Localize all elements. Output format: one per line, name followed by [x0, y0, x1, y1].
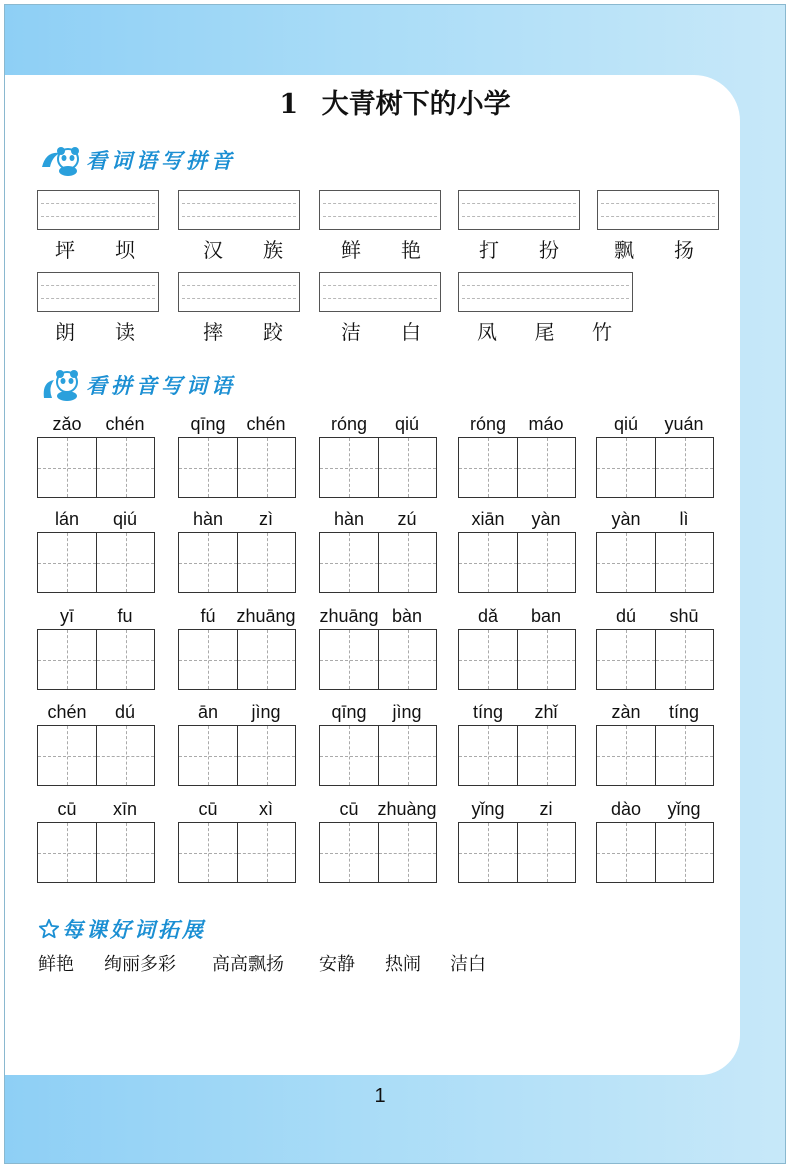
pinyin-answer-box[interactable]	[37, 190, 159, 230]
grid-cell[interactable]	[96, 726, 154, 785]
character-writing-grid[interactable]	[319, 437, 437, 498]
pinyin-answer-box[interactable]	[458, 190, 580, 230]
grid-cell[interactable]	[655, 726, 713, 785]
pinyin-syllable: yàn	[611, 509, 641, 529]
grid-cell[interactable]	[459, 823, 517, 882]
character-writing-grid[interactable]	[319, 725, 437, 786]
pinyin-syllable: cū	[198, 799, 218, 819]
character-writing-grid[interactable]	[596, 437, 714, 498]
grid-cell[interactable]	[655, 533, 713, 592]
character-writing-grid[interactable]	[458, 629, 576, 690]
pinyin-syllable: ban	[530, 606, 562, 626]
pinyin-syllable: zàn	[611, 702, 641, 722]
pinyin-syllable: qiú	[613, 414, 639, 434]
character-writing-grid[interactable]	[37, 725, 155, 786]
grid-cell[interactable]	[96, 438, 154, 497]
pinyin-syllable: shū	[669, 606, 699, 626]
character-writing-grid[interactable]	[178, 437, 296, 498]
character-writing-grid[interactable]	[596, 629, 714, 690]
grid-cell[interactable]	[237, 726, 295, 785]
grid-cell[interactable]	[38, 630, 96, 689]
grid-cell[interactable]	[517, 726, 575, 785]
page-title: 1 大青树下的小学	[279, 89, 511, 120]
word-label: 汉 族	[203, 238, 283, 262]
pinyin-syllable: cū	[57, 799, 77, 819]
pinyin-syllable: yī	[59, 606, 74, 626]
pinyin-syllable: dǎ	[477, 606, 499, 626]
grid-cell[interactable]	[320, 533, 378, 592]
pinyin-syllable: chén	[47, 702, 87, 722]
word-label: 鲜 艳	[341, 238, 421, 262]
pinyin-syllable: zhuāng	[319, 606, 379, 626]
character-writing-grid[interactable]	[596, 822, 714, 883]
character-writing-grid[interactable]	[178, 822, 296, 883]
grid-cell[interactable]	[179, 823, 237, 882]
character-writing-grid[interactable]	[319, 822, 437, 883]
pinyin-syllable: róng	[469, 414, 507, 434]
character-writing-grid[interactable]	[458, 437, 576, 498]
pinyin-syllable: tíng	[668, 702, 700, 722]
pinyin-syllable: zhuàng	[377, 799, 437, 819]
panda-icon	[40, 368, 84, 402]
character-writing-grid[interactable]	[596, 725, 714, 786]
grid-cell[interactable]	[655, 630, 713, 689]
pinyin-syllable: zhǐ	[534, 702, 558, 722]
character-writing-grid[interactable]	[458, 822, 576, 883]
character-writing-grid[interactable]	[458, 725, 576, 786]
word-label: 坪 坝	[55, 238, 135, 262]
grid-cell[interactable]	[517, 823, 575, 882]
character-writing-grid[interactable]	[178, 629, 296, 690]
grid-cell[interactable]	[597, 533, 655, 592]
grid-cell[interactable]	[459, 533, 517, 592]
pinyin-syllable: qiú	[394, 414, 420, 434]
pinyin-syllable: máo	[528, 414, 564, 434]
extension-word: 鲜艳	[38, 954, 74, 975]
character-writing-grid[interactable]	[178, 725, 296, 786]
word-label: 朗 读	[55, 320, 135, 344]
pinyin-syllable: jìng	[392, 702, 422, 722]
grid-cell[interactable]	[517, 438, 575, 497]
pinyin-answer-box[interactable]	[458, 272, 633, 312]
grid-cell[interactable]	[38, 823, 96, 882]
pinyin-syllable: zǎo	[52, 414, 82, 434]
pinyin-answer-box[interactable]	[597, 190, 719, 230]
pinyin-syllable: qīng	[190, 414, 226, 434]
pinyin-syllable: tíng	[472, 702, 504, 722]
extension-word: 热闹	[385, 954, 421, 975]
character-writing-grid[interactable]	[319, 532, 437, 593]
grid-cell[interactable]	[38, 726, 96, 785]
pinyin-syllable: chén	[105, 414, 145, 434]
grid-cell[interactable]	[320, 630, 378, 689]
pinyin-syllable: cū	[339, 799, 359, 819]
character-writing-grid[interactable]	[596, 532, 714, 593]
pinyin-syllable: fú	[200, 606, 216, 626]
pinyin-syllable: zì	[258, 509, 273, 529]
grid-cell[interactable]	[655, 823, 713, 882]
character-writing-grid[interactable]	[37, 822, 155, 883]
grid-cell[interactable]	[378, 726, 436, 785]
word-label: 飘 扬	[614, 238, 694, 262]
page-number: 1	[374, 1085, 386, 1107]
grid-cell[interactable]	[378, 438, 436, 497]
word-label: 凤 尾 竹	[477, 320, 612, 344]
grid-cell[interactable]	[655, 438, 713, 497]
pinyin-answer-box[interactable]	[37, 272, 159, 312]
pinyin-syllable: xīn	[112, 799, 137, 819]
grid-cell[interactable]	[517, 630, 575, 689]
pinyin-syllable: dào	[610, 799, 642, 819]
pinyin-syllable: yǐng	[667, 799, 701, 819]
character-writing-grid[interactable]	[37, 532, 155, 593]
pinyin-syllable: zú	[397, 509, 417, 529]
grid-cell[interactable]	[378, 823, 436, 882]
section-title: 每课好词拓展	[62, 917, 206, 942]
pinyin-syllable: yuán	[664, 414, 704, 434]
grid-cell[interactable]	[237, 533, 295, 592]
grid-cell[interactable]	[179, 726, 237, 785]
pinyin-syllable: lì	[679, 509, 689, 529]
pinyin-answer-box[interactable]	[178, 190, 300, 230]
pinyin-syllable: bàn	[391, 606, 423, 626]
pinyin-answer-box[interactable]	[319, 190, 441, 230]
grid-cell[interactable]	[320, 726, 378, 785]
character-writing-grid[interactable]	[37, 437, 155, 498]
pinyin-syllable: jìng	[251, 702, 281, 722]
grid-cell[interactable]	[96, 823, 154, 882]
pinyin-syllable: chén	[246, 414, 286, 434]
section-title: 看词语写拼音	[86, 148, 236, 173]
grid-cell[interactable]	[459, 438, 517, 497]
extension-word: 高高飘扬	[212, 954, 284, 975]
star-icon	[38, 918, 60, 940]
grid-cell[interactable]	[459, 726, 517, 785]
section-title: 看拼音写词语	[86, 373, 236, 398]
word-label: 摔 跤	[203, 320, 283, 344]
grid-cell[interactable]	[597, 823, 655, 882]
grid-cell[interactable]	[179, 630, 237, 689]
grid-cell[interactable]	[320, 823, 378, 882]
grid-cell[interactable]	[378, 630, 436, 689]
pinyin-syllable: zhuāng	[236, 606, 296, 626]
pinyin-syllable: lán	[54, 509, 80, 529]
grid-cell[interactable]	[96, 630, 154, 689]
grid-cell[interactable]	[237, 438, 295, 497]
extension-word: 绚丽多彩	[104, 954, 176, 975]
character-writing-grid[interactable]	[319, 629, 437, 690]
character-writing-grid[interactable]	[37, 629, 155, 690]
pinyin-syllable: qiú	[112, 509, 138, 529]
pinyin-syllable: dú	[114, 702, 136, 722]
grid-cell[interactable]	[378, 533, 436, 592]
grid-cell[interactable]	[517, 533, 575, 592]
word-label: 打 扮	[479, 238, 559, 262]
pinyin-answer-box[interactable]	[178, 272, 300, 312]
pinyin-syllable: hàn	[192, 509, 224, 529]
pinyin-syllable: fu	[117, 606, 133, 626]
extension-word: 安静	[319, 954, 355, 975]
grid-cell[interactable]	[96, 533, 154, 592]
grid-cell[interactable]	[459, 630, 517, 689]
grid-cell[interactable]	[179, 438, 237, 497]
grid-cell[interactable]	[38, 533, 96, 592]
word-label: 洁 白	[341, 320, 421, 344]
grid-cell[interactable]	[179, 533, 237, 592]
panda-icon	[40, 143, 84, 177]
pinyin-syllable: xiān	[471, 509, 505, 529]
grid-cell[interactable]	[597, 438, 655, 497]
character-writing-grid[interactable]	[178, 532, 296, 593]
grid-cell[interactable]	[38, 438, 96, 497]
extension-word: 洁白	[450, 954, 486, 975]
grid-cell[interactable]	[597, 630, 655, 689]
pinyin-syllable: dú	[615, 606, 637, 626]
section-heading-word-extension	[38, 912, 206, 946]
grid-cell[interactable]	[237, 630, 295, 689]
pinyin-syllable: qīng	[331, 702, 367, 722]
pinyin-answer-box[interactable]	[319, 272, 441, 312]
grid-cell[interactable]	[237, 823, 295, 882]
pinyin-syllable: hàn	[333, 509, 365, 529]
pinyin-syllable: yǐng	[471, 799, 505, 819]
pinyin-syllable: ān	[197, 702, 219, 722]
grid-cell[interactable]	[597, 726, 655, 785]
pinyin-syllable: xì	[258, 799, 273, 819]
pinyin-syllable: yàn	[531, 509, 561, 529]
pinyin-syllable: róng	[330, 414, 368, 434]
grid-cell[interactable]	[320, 438, 378, 497]
character-writing-grid[interactable]	[458, 532, 576, 593]
section-heading-look-words-write-pinyin	[40, 143, 236, 177]
section-heading-look-pinyin-write-words	[40, 368, 236, 402]
pinyin-syllable: zi	[539, 799, 553, 819]
